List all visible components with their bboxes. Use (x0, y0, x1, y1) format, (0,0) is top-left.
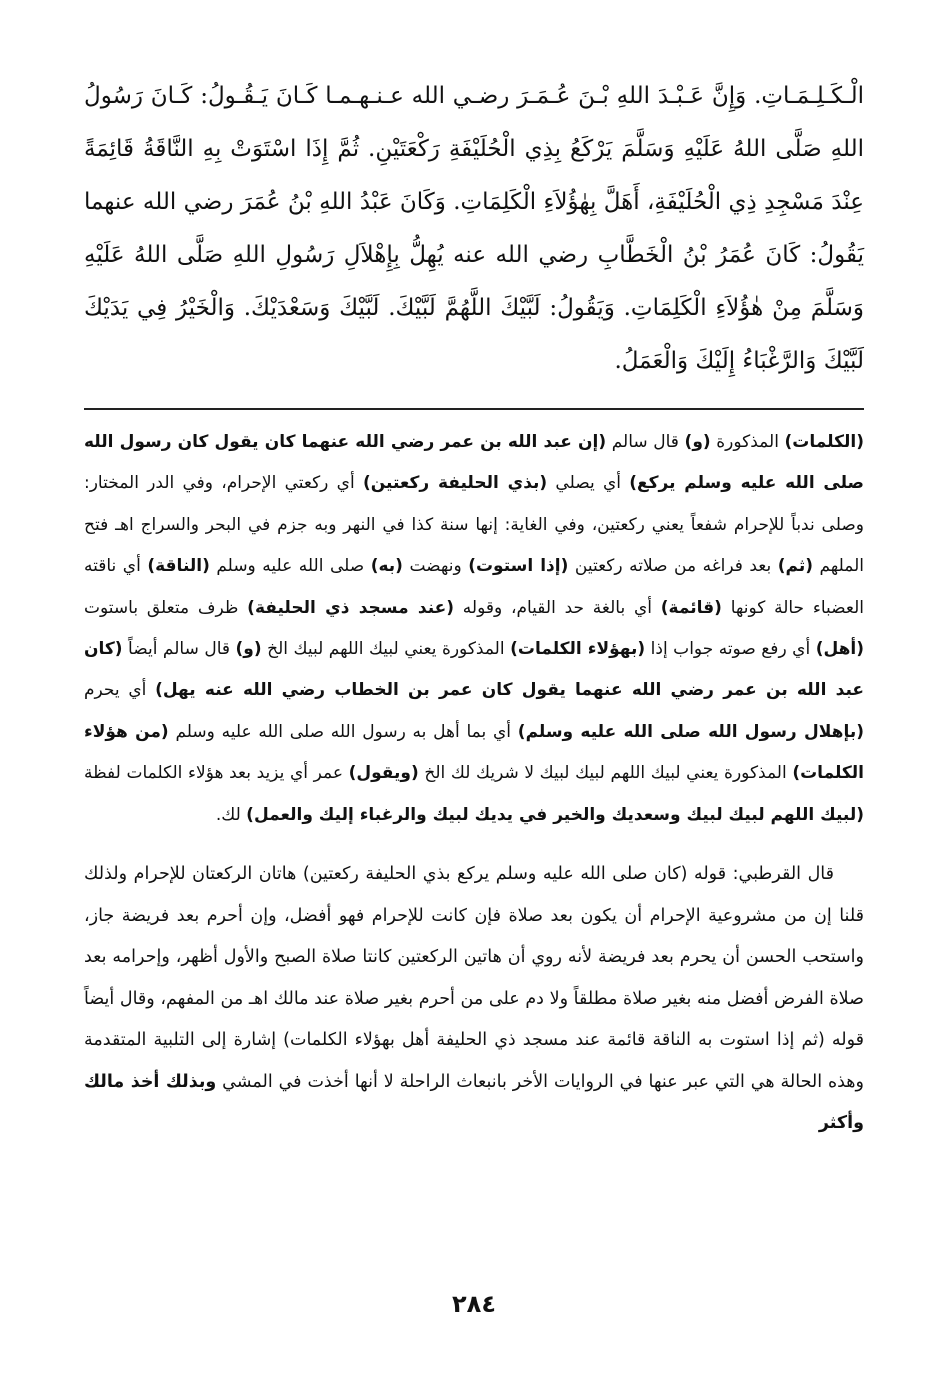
bold-quote-segment: (قائمة) (660, 597, 722, 618)
text-segment: المذكورة يعني لبيك اللهم لبيك لبيك لا شريك لك الخ (418, 763, 793, 784)
text-segment: أي بما أهل به رسول الله صلى الله عليه وسلم (168, 721, 518, 742)
bold-quote-segment: (من هؤلاء الكلمات) (84, 721, 864, 784)
text-segment: أي ركعتي الإحرام، وفي الدر المختار: وصلى ندباً للإحرام شفعاً يعني ركعتين، وفي الغاية: إنها سنة كذا في النهر وبه جزم في البحر والسراج اهـ فتح الملهم (84, 473, 865, 577)
qurtubi-commentary-text (84, 854, 864, 1145)
bold-quote-segment: (و) (684, 432, 711, 452)
text-segment: أي يصلي (547, 473, 630, 494)
section-divider (84, 408, 864, 410)
text-segment: المذكورة يعني لبيك اللهم لبيك الخ (261, 639, 511, 660)
page-body (84, 70, 864, 1145)
text-segment: عمر أي يزيد بعد هؤلاء الكلمات لفظة (84, 763, 349, 784)
bold-quote-segment: (أهل) (815, 639, 865, 660)
bold-quote-segment: (إذا استوت) (468, 556, 569, 577)
text-segment: قال سالم أيضاً (122, 639, 236, 660)
bold-quote-segment: (إن عبد الله بن عمر رضي الله عنهما كان يقول كان رسول الله صلى الله عليه وسلم يركع) (84, 432, 864, 494)
text-segment: لك. (215, 804, 247, 825)
bold-quote-segment: (عند مسجد ذي الحليفة) (247, 597, 455, 618)
text-segment: أي ناقته العضباء حالة كونها (84, 556, 864, 618)
qurtubi-commentary-block (84, 854, 864, 1145)
text-segment: ظرف متعلق باستوت (84, 597, 248, 618)
bold-quote-segment: (به) (370, 556, 403, 577)
hadith-text: الْـكَـلِـمَـاتِ. وَإِنَّ عَـبْـدَ اللهِ بْـنَ عُـمَـرَ رضـي الله عـنـهـمـا كَـانَ يَـقُـولُ: كَـانَ رَسُولُ اللهِ صَلَّى اللهُ عَلَيْهِ وَسَلَّمَ يَرْكَعُ بِذِي الْحُلَيْفَةِ رَكْعَتَيْنِ. ثُمَّ إِذَا اسْتَوَتْ بِهِ النَّاقَةُ قَائِمَةً عِنْدَ مَسْجِدِ ذِي الْحُلَيْفَةِ، أَهَلَّ بِهٰؤُلاَءِ الْكَلِمَاتِ. وَكَانَ عَبْدُ اللهِ بْنُ عُمَرَ رضي الله عنهما يَقُولُ: كَانَ عُمَرُ بْنُ الْخَطَّابِ رضي الله عنه يُهِلُّ بِإِهْلاَلِ رَسُولِ اللهِ صَلَّى اللهُ عَلَيْهِ وَسَلَّمَ مِنْ هٰؤُلاَءِ الْكَلِمَاتِ. وَيَقُولُ: لَبَّيْكَ اللَّهُمَّ لَبَّيْكَ. لَبَّيْكَ وَسَعْدَيْكَ. وَالْخَيْرُ فِي يَدَيْكَ لَبَّيْكَ وَالرَّغْبَاءُ إِلَيْكَ وَالْعَمَلُ. (84, 83, 864, 374)
text-segment: قال القرطبي: قوله (كان صلى الله عليه وسلم يركع بذي الحليفة ركعتين) هاتان الركعتان للإحرام ولذلك قلنا إن من مشروعية الإحرام أن يكون بعد صلاة فإن كانت للإحرام فهو أفضل، وإن أحرم بعد فريضة جاز، واستحب الحسن أن يحرم بعد فريضة لأنه روي أن هاتين الركعتين كانتا صلاة الصبح والأول أظهر، وإحرامه بعد صلاة الفرض أفضل منه بغير صلاة مطلقاً ولا دم على من أحرم بغير صلاة عند مالك اهـ من المفهم، وقال أيضاً قوله (ثم إذا استوت به الناقة قائمة عند مسجد ذي الحليفة أهل بهؤلاء الكلمات) إشارة إلى التلبية المتقدمة وهذه الحالة هي التي عبر عنها في الروايات الأخر بانبعاث الراحلة لا أنها أخذت في المشي (84, 864, 864, 1092)
text-segment: ونهضت (402, 556, 469, 577)
bold-quote-segment: (الناقة) (147, 556, 210, 577)
bold-quote-segment: (بإهلال رسول الله صلى الله عليه وسلم) (517, 721, 864, 742)
text-segment: قال سالم (606, 432, 685, 452)
bold-quote-segment: (بهؤلاء الكلمات) (510, 639, 646, 660)
bold-quote-segment: (لبيك اللهم لبيك لبيك وسعديك والخير في يديك لبيك والرغباء إليك والعمل) (246, 804, 864, 825)
bold-quote-segment: (الكلمات) (784, 432, 864, 452)
text-segment: صلى الله عليه وسلم (209, 556, 371, 577)
page-number: ٢٨٤ (452, 1290, 496, 1318)
commentary-block (84, 422, 864, 836)
bold-quote-segment: (ثم) (777, 556, 813, 577)
bold-quote-segment: (ويقول) (348, 763, 419, 784)
text-segment: أي رفع صوته جواب إذا (645, 639, 816, 660)
text-segment: المذكورة (710, 432, 785, 452)
bold-quote-segment: (و) (235, 639, 262, 660)
commentary-text (84, 422, 864, 836)
bold-quote-segment: (بذي الحليفة ركعتين) (362, 473, 548, 494)
bold-quote-segment: (كان عبد الله بن عمر رضي الله عنهما يقول كان عمر بن الخطاب رضي الله عنه يهل) (84, 639, 864, 701)
text-segment: أي بالغة حد القيام، وقوله (454, 597, 661, 618)
bold-quote-segment: وبذلك أخذ مالك وأكثر (84, 1071, 864, 1134)
hadith-text-block (84, 70, 864, 388)
text-segment: بعد فراغه من صلاته ركعتين (568, 556, 778, 577)
text-segment: أي يحرم (84, 680, 156, 701)
